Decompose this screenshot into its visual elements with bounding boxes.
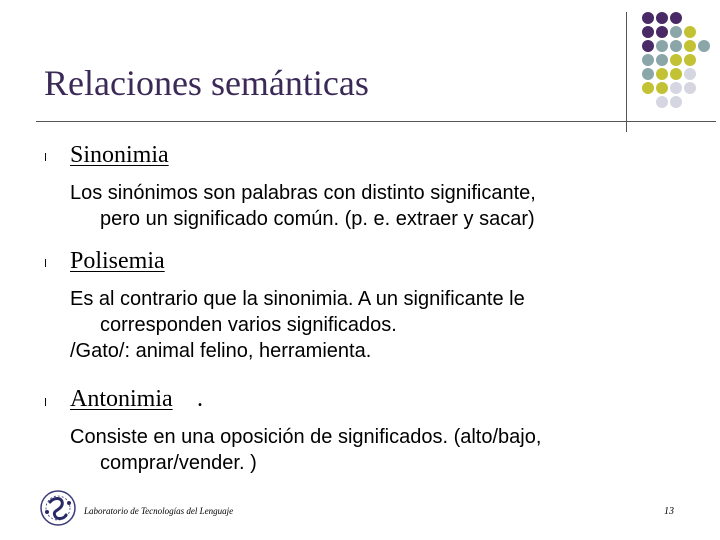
decorative-dot bbox=[656, 40, 668, 52]
decorative-dot bbox=[670, 82, 682, 94]
decorative-dot bbox=[670, 96, 682, 108]
decorative-dot bbox=[684, 54, 696, 66]
decorative-dot bbox=[642, 12, 654, 24]
decorative-dot bbox=[656, 12, 668, 24]
polisemia-description bbox=[70, 286, 525, 364]
decorative-dot bbox=[670, 40, 682, 52]
text-line: pero un significado común. (p. e. extraer y sacar) bbox=[100, 208, 535, 230]
title-divider-vertical bbox=[626, 12, 627, 132]
laboratory-logo-icon bbox=[38, 488, 78, 528]
text-line: comprar/vender. ) bbox=[100, 452, 257, 474]
decorative-dot bbox=[642, 82, 654, 94]
decorative-dot bbox=[656, 68, 668, 80]
decorative-dot bbox=[684, 82, 696, 94]
decorative-dot bbox=[670, 68, 682, 80]
decorative-dot bbox=[656, 82, 668, 94]
title-divider-horizontal bbox=[36, 121, 716, 122]
antonimia-description bbox=[70, 424, 541, 476]
text-line: /Gato/: animal felino, herramienta. bbox=[70, 340, 372, 362]
page-number: 13 bbox=[664, 506, 674, 517]
bullet-icon: l bbox=[44, 151, 48, 164]
text-line: Consiste en una oposición de significados. (alto/bajo, bbox=[70, 426, 542, 448]
text-line: Los sinónimos son palabras con distinto significante, bbox=[70, 182, 536, 204]
decorative-dot bbox=[642, 26, 654, 38]
decorative-dot bbox=[656, 54, 668, 66]
bullet-icon: l bbox=[44, 396, 48, 409]
decorative-dot bbox=[684, 26, 696, 38]
sinonimia-description bbox=[70, 180, 536, 232]
decorative-dot bbox=[642, 54, 654, 66]
decorative-dot bbox=[642, 68, 654, 80]
decorative-dot bbox=[684, 68, 696, 80]
text-line: corresponden varios significados. bbox=[100, 314, 397, 336]
decorative-dot bbox=[684, 40, 696, 52]
bullet-icon: l bbox=[44, 257, 48, 270]
decorative-dot bbox=[670, 26, 682, 38]
decorative-dot bbox=[670, 54, 682, 66]
heading-period: . bbox=[197, 386, 203, 412]
decorative-dot bbox=[656, 26, 668, 38]
heading-sinonimia: Sinonimia bbox=[70, 142, 169, 168]
slide-title: Relaciones semánticas bbox=[44, 63, 369, 103]
text-line: Es al contrario que la sinonimia. A un significante le bbox=[70, 288, 525, 310]
footer-text: Laboratorio de Tecnologías del Lenguaje bbox=[84, 506, 234, 516]
decorative-dot bbox=[698, 40, 710, 52]
heading-antonimia: Antonimia bbox=[70, 386, 173, 412]
decorative-dot bbox=[656, 96, 668, 108]
decorative-dot-grid bbox=[640, 10, 720, 120]
decorative-dot bbox=[642, 40, 654, 52]
decorative-dot bbox=[670, 12, 682, 24]
heading-polisemia: Polisemia bbox=[70, 248, 165, 274]
